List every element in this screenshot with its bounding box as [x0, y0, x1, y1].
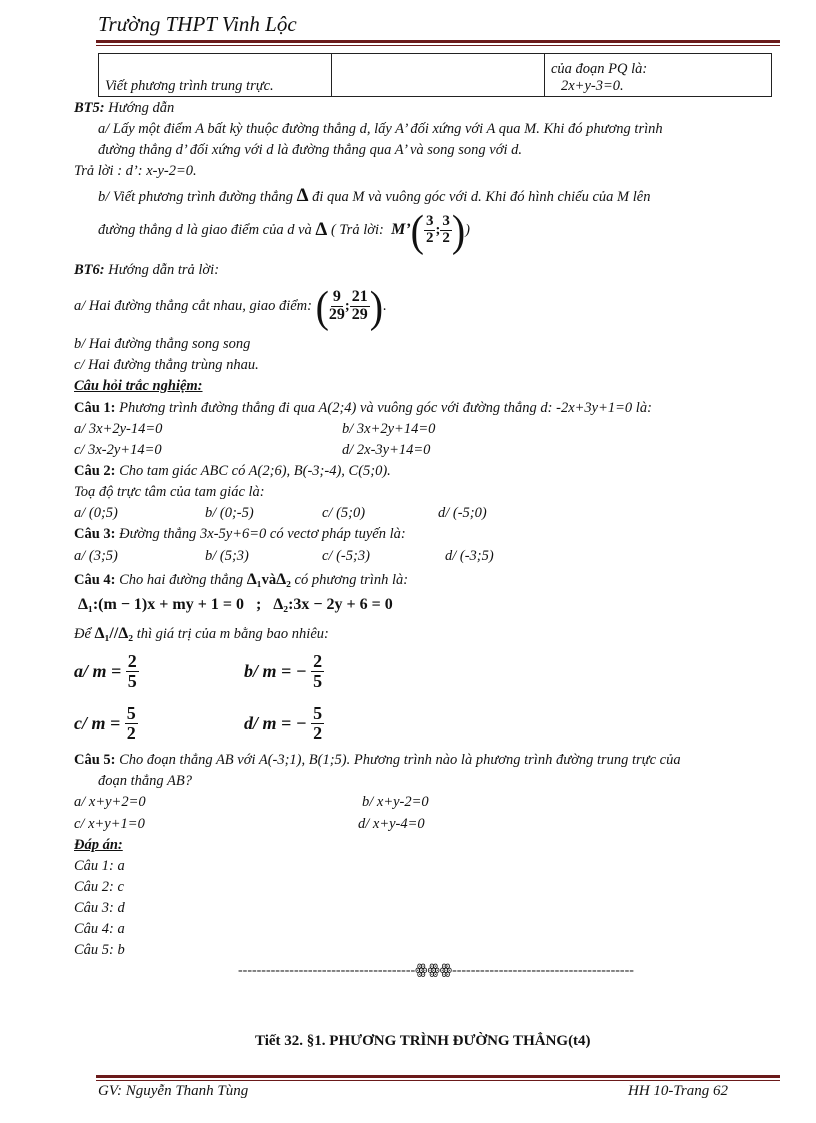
right-paren: )	[451, 205, 466, 255]
q4-pre: Cho hai đường thẳng	[119, 572, 244, 588]
bt5-b-line1-pre: b/ Viết phương trình đường thẳng	[98, 189, 293, 205]
answer-item: Câu 1: a	[74, 858, 125, 874]
q4-option-c	[74, 704, 138, 743]
q5-option-a: a/ x+y+2=0	[74, 794, 146, 810]
q2-option-a: a/ (0;5)	[74, 505, 118, 521]
quiz-heading: Câu hỏi trắc nghiệm:	[74, 378, 203, 394]
answers-heading: Đáp án:	[74, 837, 123, 853]
bt5-heading-text: Hướng dẫn	[108, 100, 175, 116]
answer-item: Câu 4: a	[74, 921, 125, 937]
q4-cond-pre: Để	[74, 626, 91, 642]
q1	[74, 400, 652, 417]
q1-label: Câu 1:	[74, 400, 116, 416]
answer-item: Câu 3: d	[74, 900, 125, 916]
q4-va: và	[261, 572, 277, 588]
q4-a-fraction: $\frac{2}{5}$	[127, 651, 137, 691]
q4	[74, 571, 408, 589]
q4-eq-semicolon: ;	[255, 596, 262, 613]
bt6-a: a/ Hai đường thẳng cắt nhau, giao điểm: ( $\frac{9}{29}$ ; $\frac{21}{29}$ ) .	[74, 281, 387, 331]
q4-b-fraction: $\frac{2}{5}$	[313, 651, 323, 691]
bt5-a-line1: a/ Lấy một điểm A bất kỳ thuộc đường thẳng d, lấy A’ đối xứng với A qua M. Khi đó phương trình	[98, 121, 663, 137]
bt5-answer: Trả lời : d’: x-y-2=0.	[74, 163, 197, 179]
q4-eq2: Δ₂:3x − 2y + 6 = 0	[273, 596, 393, 613]
q5-text: Cho đoạn thẳng AB với A(-3;1), B(1;5). Phương trình nào là phương trình đường trung trực của	[119, 752, 681, 768]
q2-label: Câu 2:	[74, 463, 116, 479]
bt5-label: BT5:	[74, 100, 105, 116]
bt5-b-line2-pre: đường thẳng d là giao điểm của d và	[98, 221, 312, 238]
left-paren: (	[410, 205, 424, 255]
q5-option-d: d/ x+y-4=0	[358, 816, 425, 832]
q5-option-b: b/ x+y-2=0	[362, 794, 429, 810]
q1-option-a: a/ 3x+2y-14=0	[74, 421, 163, 437]
q1-text: Phương trình đường thẳng đi qua A(2;4) và vuông góc với đường thẳng d: -2x+3y+1=0 là:	[119, 400, 652, 416]
q3	[74, 526, 406, 543]
delta-symbol-2: Δ	[315, 219, 328, 240]
table-cell-1: Viết phương trình trung trực.	[99, 54, 332, 97]
left-paren-2: (	[315, 281, 329, 331]
bt5-b-line1-post: đi qua M và vuông góc với d. Khi đó hình chiếu của M lên	[312, 189, 651, 205]
q5-option-c: c/ x+y+1=0	[74, 816, 145, 832]
delta-symbol: Δ	[296, 185, 309, 206]
q5-label: Câu 5:	[74, 752, 116, 768]
q4-post: có phương trình là:	[294, 572, 409, 588]
q4-cond-math: Δ₁//Δ₂	[94, 625, 134, 642]
footer-author: GV: Nguyễn Thanh Tùng	[98, 1083, 249, 1099]
fraction-3-2-b: $\frac{3}{2}$	[442, 212, 450, 246]
q2-text: Cho tam giác ABC có A(2;6), B(-3;-4), C(5;0).	[119, 463, 391, 479]
q4-c-pre: c/ m =	[74, 712, 121, 733]
q4-label: Câu 4:	[74, 572, 116, 588]
right-paren-2: )	[369, 281, 384, 331]
section-title: Tiết 32. §1. PHƯƠNG TRÌNH ĐƯỜNG THẲNG(t4)	[255, 1033, 591, 1049]
fraction-3-2-a: $\frac{3}{2}$	[425, 212, 434, 246]
q5	[74, 752, 681, 769]
bt6-b: b/ Hai đường thẳng song song	[74, 336, 251, 352]
header-rule-thin	[96, 45, 780, 46]
fraction-9-29: $\frac{9}{29}$	[328, 287, 345, 323]
q2-option-b: b/ (0;-5)	[205, 505, 254, 521]
q4-option-d	[244, 704, 324, 743]
continuation-table	[98, 53, 772, 97]
q2-option-c: c/ (5;0)	[322, 505, 366, 521]
bt6-label: BT6:	[74, 262, 105, 278]
page-header-title: Trường THPT Vinh Lộc	[98, 12, 297, 36]
bt6-c: c/ Hai đường thẳng trùng nhau.	[74, 357, 259, 373]
footer-rule	[96, 1075, 780, 1078]
bt5-b-line2	[98, 205, 470, 255]
table-cell-2	[332, 54, 545, 97]
table-cell-3	[545, 54, 772, 97]
answer-item: Câu 5: b	[74, 942, 125, 958]
q1-option-c: c/ 3x-2y+14=0	[74, 442, 162, 458]
footer-rule-thin	[96, 1080, 780, 1081]
m-prime-label: M’	[391, 221, 411, 238]
bt6-heading	[74, 262, 219, 279]
q2-text2: Toạ độ trực tâm của tam giác là:	[74, 484, 265, 500]
q3-option-a: a/ (3;5)	[74, 548, 118, 564]
q4-d-pre: d/ m = −	[244, 712, 307, 733]
bt6-a-text: a/ Hai đường thẳng cắt nhau, giao điểm:	[74, 297, 312, 314]
q3-label: Câu 3:	[74, 526, 116, 542]
bt5-b-line1	[98, 185, 650, 207]
table-cell-3-line1: của đoạn PQ là:	[551, 61, 648, 77]
delta2-symbol: Δ₂	[276, 571, 291, 588]
footer-page: HH 10-Trang 62	[628, 1083, 729, 1099]
q4-option-a	[74, 652, 139, 691]
q4-a-pre: a/ m =	[74, 660, 122, 681]
q4-c-fraction: $\frac{5}{2}$	[126, 703, 136, 743]
q2	[74, 463, 391, 480]
q3-option-d: d/ (-3;5)	[445, 548, 494, 564]
semicolon: ;	[435, 221, 441, 238]
q1-option-d: d/ 2x-3y+14=0	[342, 442, 431, 458]
q4-cond-post: thì giá trị của m bằng bao nhiêu:	[136, 626, 329, 642]
fraction-21-29: $\frac{21}{29}$	[351, 287, 368, 323]
q3-option-b: b/ (5;3)	[205, 548, 249, 564]
q4-eq1: Δ₁:(m − 1)x + my + 1 = 0	[78, 596, 244, 613]
bt5-heading	[74, 100, 174, 117]
bt5-a-line2: đường thẳng d’ đối xứng với d là đường thẳng qua A’ và song song với d.	[98, 142, 523, 158]
table-cell-3-line2: 2x+y-3=0.	[561, 78, 624, 94]
section-separator: --------------------------------------ꙮꙮꙮ---------------------------------------	[238, 963, 634, 978]
bt6-heading-text: Hướng dẫn trả lời:	[108, 262, 220, 278]
q3-option-c: c/ (-5;3)	[322, 548, 370, 564]
q4-option-b	[244, 652, 324, 691]
q4-d-fraction: $\frac{5}{2}$	[313, 703, 323, 743]
delta1-symbol: Δ₁	[246, 571, 262, 588]
q2-option-d: d/ (-5;0)	[438, 505, 487, 521]
q1-option-b: b/ 3x+2y+14=0	[342, 421, 436, 437]
header-rule	[96, 40, 780, 43]
q4-condition	[74, 625, 329, 643]
bt5-b-line2-mid: ( Trả lời:	[330, 221, 384, 238]
q5-text2: đoạn thẳng AB?	[98, 773, 192, 789]
q3-text: Đường thẳng 3x-5y+6=0 có vectơ pháp tuyến là:	[119, 526, 406, 542]
q4-b-pre: b/ m = −	[244, 660, 307, 681]
q4-equations	[78, 596, 393, 614]
close-paren-text: )	[465, 221, 470, 238]
answer-item: Câu 2: c	[74, 879, 124, 895]
period: .	[383, 297, 387, 314]
